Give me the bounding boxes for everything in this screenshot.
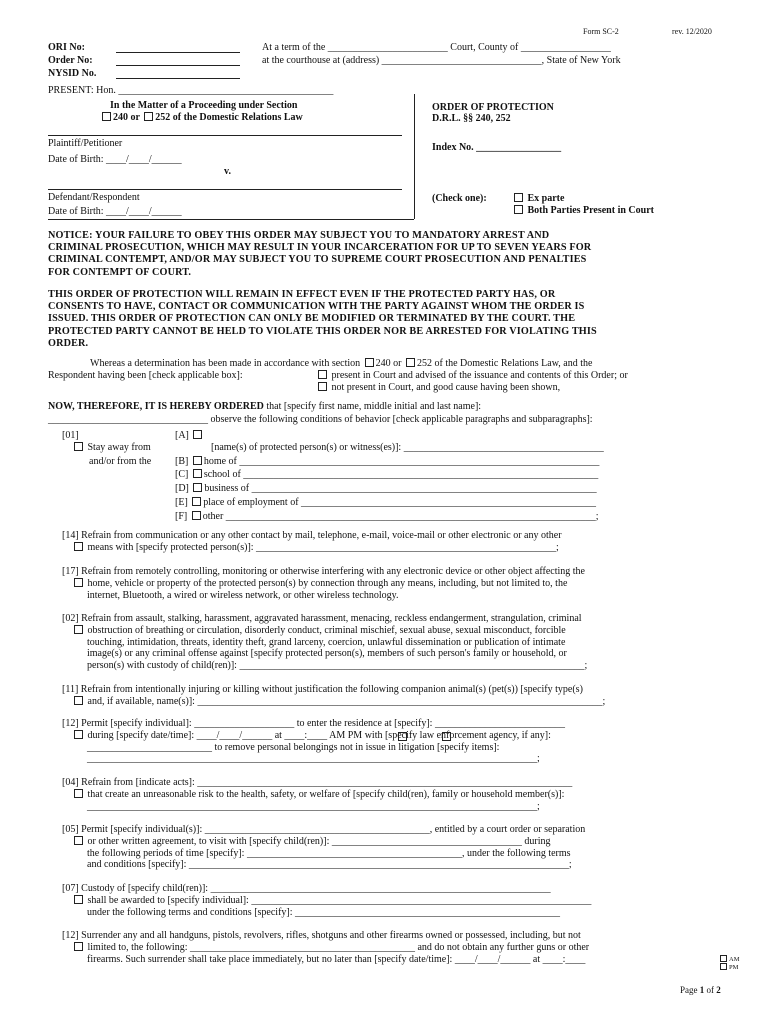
present-judge-line: PRESENT: Hon. ___________________________________________ xyxy=(48,85,334,96)
section-240-checkbox[interactable] xyxy=(102,112,111,121)
order-number-label: Order No: xyxy=(48,55,93,66)
business-checkbox[interactable] xyxy=(193,483,202,492)
stay-away-business[interactable]: [D] business of _____________________________________________________________________ xyxy=(175,483,597,494)
respondent-name-line[interactable] xyxy=(48,189,402,190)
not-present-checkbox[interactable] xyxy=(318,382,327,391)
notice-failure-to-obey: NOTICE: YOUR FAILURE TO OBEY THIS ORDER MAY SUBJECT YOU TO MANDATORY ARREST AND CRIMINAL PROSECUTION, WHICH MAY RESULT IN YOUR INCARCERATION FOR UP TO SEVEN YEARS FOR CRIMINAL CONTEMPT, AND/OR MAY SUBJECT YOU TO SUPREME COURT PROSECUTION AND PENALTIES FOR CONTEMPT OF COURT. xyxy=(48,230,592,278)
ori-label: ORI No: xyxy=(48,42,85,53)
stay-away-a[interactable]: [A] xyxy=(175,430,204,441)
matter-statute-line: 240 or 252 of the Domestic Relations Law xyxy=(100,112,303,123)
p02-checkbox[interactable] xyxy=(74,625,83,634)
paragraph-12-permit: [12] Permit [specify individual]: ____________________ to enter the residence at [specify]: __________________________ during [specify date/time]: ____/____/______ at ____:____ AM PM with [specify law enforcement agency, if any]: _________________________ to remove personal belongings not in issue in litigation [specify items]: __________________________________________________________________________________________; xyxy=(62,718,565,765)
order-title: ORDER OF PROTECTION xyxy=(432,102,554,113)
stay-away-other[interactable]: [F] other __________________________________________________________________________; xyxy=(175,511,599,522)
paragraph-12-surrender: [12] Surrender any and all handguns, pistols, revolvers, rifles, shotguns and other firearms owned or possessed, including, but not limited to, the following: _____________________________________________ and do not obtain any further guns or other firearms. Such surrender shall take place immediately, but no later than [specify date/time]: ____/____/______ at ____:____ xyxy=(62,930,590,965)
check-one-label: (Check one): xyxy=(432,193,487,204)
whereas-line-1: Whereas a determination has been made in accordance with section 240 or 252 of the Domestic Relations Law, and the xyxy=(90,358,593,369)
caption-divider xyxy=(414,94,415,219)
p11-checkbox[interactable] xyxy=(74,696,83,705)
other-checkbox[interactable] xyxy=(192,511,201,520)
stay-away-code: [01] xyxy=(62,430,79,441)
notice-remains-in-effect: THIS ORDER OF PROTECTION WILL REMAIN IN EFFECT EVEN IF THE PROTECTED PARTY HAS, OR CONSENTS TO HAVE, CONTACT OR COMMUNICATION WITH THE PARTY AGAINST WHOM THE ORDER IS ISSUED. THIS ORDER OF PROTECTION CAN ONLY BE MODIFIED OR TERMINATED BY THE COURT. THE PROTECTED PARTY CANNOT BE HELD TO VIOLATE THIS ORDER NOR BE ARRESTED FOR VIOLATING THIS ORDER. xyxy=(48,289,597,349)
section-252-checkbox[interactable] xyxy=(144,112,153,121)
petitioner-name-line[interactable] xyxy=(48,135,402,136)
and-or-from-label: and/or from the xyxy=(89,456,152,467)
versus-label: v. xyxy=(224,166,231,177)
order-number-field[interactable] xyxy=(116,65,240,66)
stay-away-school[interactable]: [C] school of _______________________________________________________________________ xyxy=(175,469,599,480)
p12-checkbox[interactable] xyxy=(74,730,83,739)
paragraph-05: [05] Permit [specify individual(s)]: _____________________________________________, entitled by a court order or separation or other written agreement, to visit with [specify child(ren)]: ______________________________________ during the following periods of time [specify]: ___________________________________________, under the following terms and conditions [specify]: ____________________________________________________________________________; xyxy=(62,824,586,871)
court-term-line: At a term of the ________________________ Court, County of __________________ xyxy=(262,42,611,53)
both-parties-checkbox[interactable] xyxy=(514,205,523,214)
index-number: Index No. _________________ xyxy=(432,142,562,153)
whereas-line-2: Respondent having been [check applicable box]: xyxy=(48,370,243,381)
stay-away-option[interactable]: Stay away from xyxy=(72,442,151,453)
present-in-court-checkbox[interactable] xyxy=(318,370,327,379)
respondent-present-option[interactable]: present in Court and advised of the issuance and contents of this Order; or xyxy=(316,370,628,381)
p12b-checkbox[interactable] xyxy=(74,942,83,951)
school-checkbox[interactable] xyxy=(193,469,202,478)
paragraph-14: [14] Refrain from communication or any other contact by mail, telephone, e-mail, voice-mail or other electronic or any other means with [specify protected person(s)]: ____________________________________________________________; xyxy=(62,530,562,553)
ex-parte-option[interactable]: Ex parte xyxy=(512,193,564,204)
paragraph-11: [11] Refrain from intentionally injuring or killing without justification the following companion animal(s) (pet(s)) [specify type(s) and, if available, name(s)]: _________________________________________________________________________________; xyxy=(62,684,606,707)
p17-checkbox[interactable] xyxy=(74,578,83,587)
now-therefore-line: NOW, THEREFORE, IT IS HEREBY ORDERED that [specify first name, middle initial and last name]: xyxy=(48,401,482,412)
order-statute: D.R.L. §§ 240, 252 xyxy=(432,113,511,124)
courthouse-address-line: at the courthouse at (address) ________________________________, State of New York xyxy=(262,55,621,66)
employment-checkbox[interactable] xyxy=(192,497,201,506)
p07-checkbox[interactable] xyxy=(74,895,83,904)
paragraph-02: [02] Refrain from assault, stalking, harassment, aggravated harassment, menacing, reckless endangerment, strangulation, criminal obstruction of breathing or circulation, disorderly conduct, criminal mischief, sexual abuse, sexual misconduct, forcible touching, intimidation, threats, identity theft, grand larceny, coercion, unlawful dissemination or publication of intimate image(s) or any criminal offense against [specify protected person(s), members of such person's family or household, or person(s) with custody of child(ren)]: _____________________________________________________________________; xyxy=(62,613,588,672)
surrender-ampm: AM PM xyxy=(718,955,739,971)
whereas-252-checkbox[interactable] xyxy=(406,358,415,367)
nysid-label: NYSID No. xyxy=(48,68,97,79)
home-checkbox[interactable] xyxy=(193,456,202,465)
observe-conditions-line: ________________________________ observe the following conditions of behavior [check applicable paragraphs and subparagraphs]: xyxy=(48,414,593,425)
respondent-label: Defendant/Respondent xyxy=(48,192,140,203)
paragraph-17: [17] Refrain from remotely controlling, monitoring or otherwise interfering with any electronic device or other object affecting the home, vehicle or property of the protected person(s) by connection through any means, including, but not limited to, the internet, Bluetooth, a wired or wireless network, or other wireless technology. xyxy=(62,566,585,601)
stay-away-home[interactable]: [B] home of ________________________________________________________________________ xyxy=(175,456,600,467)
protected-persons-line: [name(s) of protected person(s) or witness(es)]: ________________________________________ xyxy=(211,442,604,453)
respondent-dob: Date of Birth: ____/____/______ xyxy=(48,206,182,217)
form-revision: rev. 12/2020 xyxy=(672,27,712,36)
p12-pm-checkbox[interactable] xyxy=(442,732,451,741)
paragraph-04: [04] Refrain from [indicate acts]: ___________________________________________________________________________ that create an unreasonable risk to the health, safety, or welfare of [specify child(ren), family or household member(s)]: __________________________________________________________________________________________; xyxy=(62,777,573,812)
page-number: Page 1 of 2 xyxy=(680,985,721,995)
petitioner-label: Plaintiff/Petitioner xyxy=(48,138,123,149)
caption-bottom-rule xyxy=(48,219,414,220)
surrender-am-checkbox[interactable] xyxy=(720,955,727,962)
stay-away-a-checkbox[interactable] xyxy=(193,430,202,439)
form-id: Form SC-2 xyxy=(583,27,619,36)
both-parties-option[interactable]: Both Parties Present in Court xyxy=(512,205,654,216)
petitioner-dob: Date of Birth: ____/____/______ xyxy=(48,154,182,165)
p12-am-checkbox[interactable] xyxy=(398,732,407,741)
matter-heading: In the Matter of a Proceeding under Section xyxy=(110,100,298,111)
whereas-240-checkbox[interactable] xyxy=(365,358,374,367)
p14-checkbox[interactable] xyxy=(74,542,83,551)
stay-away-checkbox[interactable] xyxy=(74,442,83,451)
p04-checkbox[interactable] xyxy=(74,789,83,798)
ex-parte-checkbox[interactable] xyxy=(514,193,523,202)
surrender-pm-checkbox[interactable] xyxy=(720,963,727,970)
stay-away-employment[interactable]: [E] place of employment of ___________________________________________________________ xyxy=(175,497,597,508)
paragraph-07: [07] Custody of [specify child(ren)]: ____________________________________________________________________ shall be awarded to [specify individual]: ____________________________________________________________________ under the following terms and conditions [specify]: _____________________________________________________ xyxy=(62,883,592,918)
nysid-field[interactable] xyxy=(116,78,240,79)
p05-checkbox[interactable] xyxy=(74,836,83,845)
ori-field[interactable] xyxy=(116,52,240,53)
respondent-not-present-option[interactable]: not present in Court, and good cause having been shown, xyxy=(316,382,560,393)
